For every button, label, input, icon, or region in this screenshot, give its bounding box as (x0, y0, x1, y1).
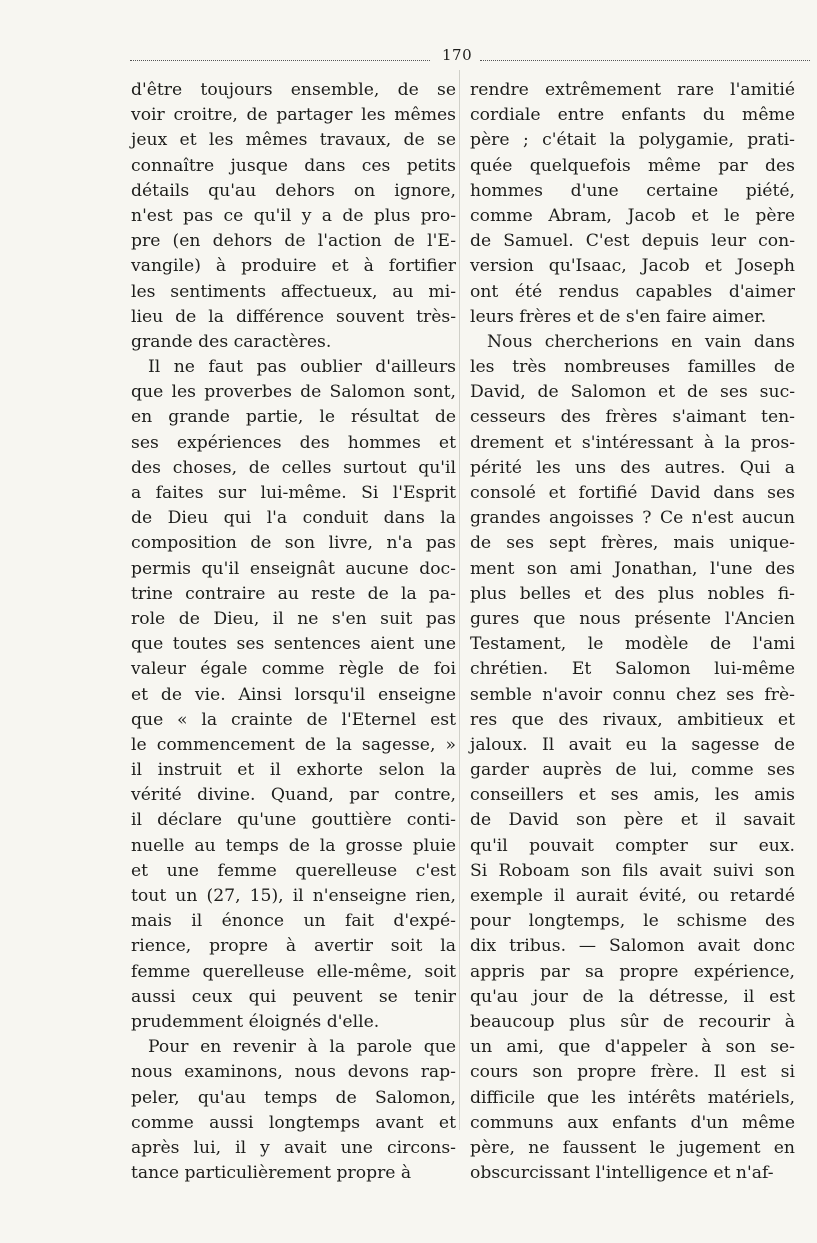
text-line: drement et s'intéressant à la pros- (470, 432, 795, 453)
text-line: n'est pas ce qu'il y a de plus pro- (131, 205, 456, 226)
text-line: peler, qu'au temps de Salomon, (131, 1087, 456, 1108)
text-line: grande des caractères. (131, 331, 332, 352)
text-line: lieu de la différence souvent très- (131, 306, 456, 327)
text-line: ment son ami Jonathan, l'une des (470, 558, 795, 579)
text-line: les sentiments affectueux, au mi- (131, 281, 456, 302)
text-line: tance particulièrement propre à (131, 1163, 412, 1184)
text-line: hommes d'une certaine piété, (470, 180, 795, 201)
text-line: que les proverbes de Salomon sont, (131, 382, 456, 403)
text-line: vérité divine. Quand, par contre, (131, 785, 456, 806)
text-line: en grande partie, le résultat de (131, 407, 456, 428)
text-line: prudemment éloignés d'elle. (131, 1011, 380, 1032)
text-line: a faites sur lui-même. Si l'Esprit (131, 483, 456, 503)
text-line: le commencement de la sagesse, » (131, 734, 456, 755)
text-line: semble n'avoir connu chez ses frè- (470, 684, 795, 705)
column-gutter (459, 70, 460, 1130)
text-line: un ami, que d'appeler à son se- (470, 1037, 795, 1058)
text-line: aussi ceux qui peuvent se tenir (131, 986, 456, 1007)
text-line: Il ne faut pas oublier d'ailleurs (148, 357, 456, 378)
text-line: d'être toujours ensemble, de se (131, 80, 456, 100)
text-line: de David son père et il savait (470, 810, 795, 831)
text-line: ses expériences des hommes et (131, 432, 456, 453)
text-line: il déclare qu'une gouttière conti- (131, 810, 456, 831)
text-line: nous examinons, nous devons rap- (131, 1062, 456, 1083)
text-line: qu'au jour de la détresse, il est (470, 986, 795, 1007)
text-line: quée quelquefois même par des (470, 155, 795, 176)
text-line: détails qu'au dehors on ignore, (131, 180, 456, 201)
text-line: cesseurs des frères s'aimant ten- (470, 407, 795, 428)
text-line: jaloux. Il avait eu la sagesse de (470, 734, 795, 755)
text-column-right (470, 78, 795, 1186)
text-line: que « la crainte de l'Eternel est (131, 709, 456, 730)
text-line: les très nombreuses familles de (470, 357, 795, 378)
text-line: version qu'Isaac, Jacob et Joseph (470, 256, 795, 277)
text-line: res que des rivaux, ambitieux et (470, 709, 795, 730)
text-line: Nous chercherions en vain dans (487, 331, 795, 352)
text-line: de ses sept frères, mais unique- (470, 533, 795, 554)
text-line: Testament, le modèle de l'ami (470, 634, 795, 655)
text-line: trine contraire au reste de la pa- (131, 583, 456, 604)
text-line: vangile) à produire et à fortifier (131, 256, 456, 277)
text-line: gures que nous présente l'Ancien (470, 608, 795, 629)
text-line: plus belles et des plus nobles fi- (470, 583, 795, 604)
text-line: exemple il aurait évité, ou retardé (470, 886, 795, 906)
text-line: grandes angoisses ? Ce n'est aucun (470, 508, 795, 529)
text-line: et une femme querelleuse c'est (131, 860, 456, 881)
text-line: mais il énonce un fait d'expé- (131, 911, 456, 932)
text-line: femme querelleuse elle-même, soit (131, 961, 456, 982)
text-line: cours son propre frère. Il est si (470, 1062, 795, 1083)
text-line: comme Abram, Jacob et le père (470, 205, 795, 226)
text-line: leurs frères et de s'en faire aimer. (470, 306, 767, 327)
text-line: Si Roboam son fils avait suivi son (470, 860, 795, 881)
text-line: et de vie. Ainsi lorsqu'il enseigne (131, 684, 456, 705)
text-line: qu'il pouvait compter sur eux. (470, 835, 795, 856)
header-rule-right (480, 60, 810, 61)
text-line: David, de Salomon et de ses suc- (470, 382, 795, 403)
text-line: tout un (27, 15), il n'enseigne rien, (131, 886, 456, 906)
text-line: appris par sa propre expérience, (470, 961, 795, 982)
text-line: de Dieu qui l'a conduit dans la (131, 508, 456, 529)
page-number: 170 (442, 46, 473, 64)
text-line: périté les uns des autres. Qui a (470, 457, 795, 478)
text-line: rience, propre à avertir soit la (131, 936, 456, 957)
text-line: cordiale entre enfants du même (470, 105, 795, 126)
text-line: voir croitre, de partager les mêmes (131, 105, 456, 126)
text-line: rendre extrêmement rare l'amitié (470, 80, 795, 100)
text-line: pre (en dehors de l'action de l'E- (131, 231, 456, 252)
text-line: obscurcissant l'intelligence et n'af- (470, 1163, 774, 1184)
text-line: composition de son livre, n'a pas (131, 533, 456, 554)
text-line: pour longtemps, le schisme des (470, 911, 795, 932)
text-line: des choses, de celles surtout qu'il (131, 457, 456, 478)
text-line: dix tribus. — Salomon avait donc (470, 936, 795, 957)
text-column-left (131, 78, 456, 1186)
text-line: chrétien. Et Salomon lui-même (470, 659, 795, 680)
text-line: comme aussi longtemps avant et (131, 1112, 456, 1133)
text-line: après lui, il y avait une circons- (131, 1137, 456, 1158)
text-line: conseillers et ses amis, les amis (470, 785, 795, 806)
text-line: difficile que les intérêts matériels, (470, 1087, 795, 1108)
text-line: ont été rendus capables d'aimer (470, 281, 795, 302)
text-line: père ; c'était la polygamie, prati- (470, 130, 795, 151)
text-line: Pour en revenir à la parole que (148, 1037, 456, 1058)
text-line: nuelle au temps de la grosse pluie (131, 835, 456, 856)
text-line: que toutes ses sentences aient une (131, 634, 456, 655)
page-header (120, 44, 817, 68)
text-line: garder auprès de lui, comme ses (470, 760, 795, 781)
text-line: père, ne faussent le jugement en (470, 1137, 795, 1158)
text-line: jeux et les mêmes travaux, de se (131, 130, 456, 151)
text-line: communs aux enfants d'un même (470, 1112, 795, 1133)
text-line: connaître jusque dans ces petits (131, 155, 456, 176)
text-line: permis qu'il enseignât aucune doc- (131, 558, 456, 579)
text-line: valeur égale comme règle de foi (131, 659, 456, 680)
text-line: de Samuel. C'est depuis leur con- (470, 231, 795, 252)
text-line: il instruit et il exhorte selon la (131, 760, 456, 781)
text-line: beaucoup plus sûr de recourir à (470, 1011, 795, 1032)
header-rule-left (130, 60, 430, 61)
text-line: consolé et fortifié David dans ses (470, 483, 795, 503)
text-line: role de Dieu, il ne s'en suit pas (131, 608, 456, 629)
